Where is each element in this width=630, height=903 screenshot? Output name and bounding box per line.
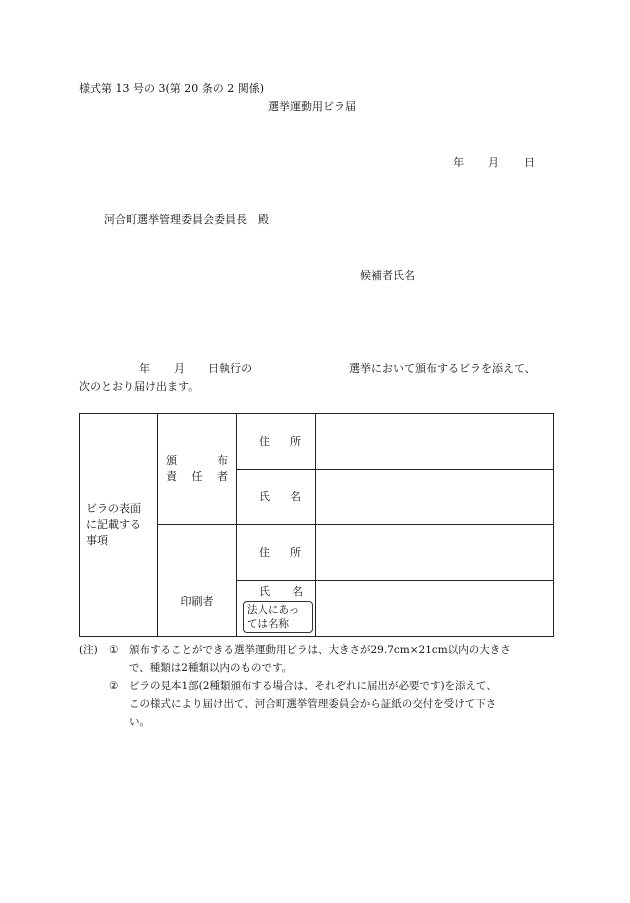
addressee: 河合町選挙管理委員会委員長 殿 — [104, 213, 269, 226]
note-text-2-line-3: い。 — [129, 716, 150, 729]
distributor-char-3: 責 — [166, 470, 177, 483]
subject-line-3: 事項 — [86, 533, 108, 547]
distributor-name-label: 氏 名 — [237, 470, 316, 525]
body-year-label: 年 — [139, 362, 150, 375]
distributor-char-2: 布 — [217, 453, 228, 467]
body-month-label: 月 — [174, 362, 185, 375]
subject-line-2: に記載する — [86, 518, 141, 532]
corporation-note-line-1: 法人にあっ — [247, 603, 300, 616]
note-number-1: ① — [109, 644, 119, 656]
body-text-line2: 次のとおり届け出ます。 — [79, 380, 200, 393]
date-month-label: 月 — [488, 156, 499, 169]
subject-cell — [80, 414, 158, 637]
notes-section — [79, 641, 554, 731]
distributor-address-field[interactable] — [316, 414, 554, 470]
note-text-2-line-1: ビラの見本1部(2種類頒布する場合は、それぞれに届出が必要です)を添えて、 — [129, 680, 497, 693]
subject-line-1: ビラの表面 — [86, 502, 141, 516]
corporation-note-line-2: ては名称 — [247, 617, 289, 630]
notes-key: (注) — [79, 644, 98, 656]
body-text-middle: 選挙において頒布するビラを添えて、 — [349, 362, 536, 375]
date-year-label: 年 — [453, 156, 464, 169]
distributor-label-line2 — [166, 469, 228, 486]
distributor-address-label: 住 所 — [237, 414, 316, 470]
distributor-char-4: 任 — [191, 470, 203, 483]
printer-name-label — [237, 581, 316, 637]
printer-label: 印刷者 — [180, 594, 214, 608]
printer-cell — [158, 525, 237, 637]
distributor-char-1: 頒 — [166, 453, 177, 467]
body-day-exec-label: 日執行の — [208, 362, 252, 375]
note-text-2-line-2: この様式により届け出て、河合町選挙管理委員会から証紙の交付を受けて下さ — [129, 698, 497, 711]
note-number-2: ② — [109, 680, 119, 693]
note-text-1-line-2: で、種類は2種類以内のものです。 — [129, 662, 293, 675]
note-item-2 — [79, 677, 554, 695]
document-title: 選挙運動用ビラ届 — [268, 100, 356, 113]
printer-name-label-text: 氏 名 — [259, 585, 303, 599]
distributor-cell — [158, 414, 237, 525]
distributor-label-line1 — [166, 453, 228, 470]
distributor-char-5: 者 — [217, 470, 228, 483]
ballot-flyer-form-table — [79, 413, 554, 637]
candidate-name-label: 候補者氏名 — [360, 269, 415, 282]
note-text-1-line-1: 頒布することができる選挙運動用ビラは、大きさが29.7cm×21cm以内の大きさ — [129, 644, 511, 656]
form-number: 様式第 13 号の 3(第 20 条の 2 関係) — [79, 82, 265, 95]
corporation-note — [243, 601, 313, 633]
date-day-label: 日 — [524, 156, 535, 169]
printer-name-field[interactable] — [316, 581, 554, 637]
distributor-name-field[interactable] — [316, 470, 554, 525]
printer-address-label: 住 所 — [237, 525, 316, 581]
printer-address-field[interactable] — [316, 525, 554, 581]
note-item-1 — [79, 641, 554, 659]
